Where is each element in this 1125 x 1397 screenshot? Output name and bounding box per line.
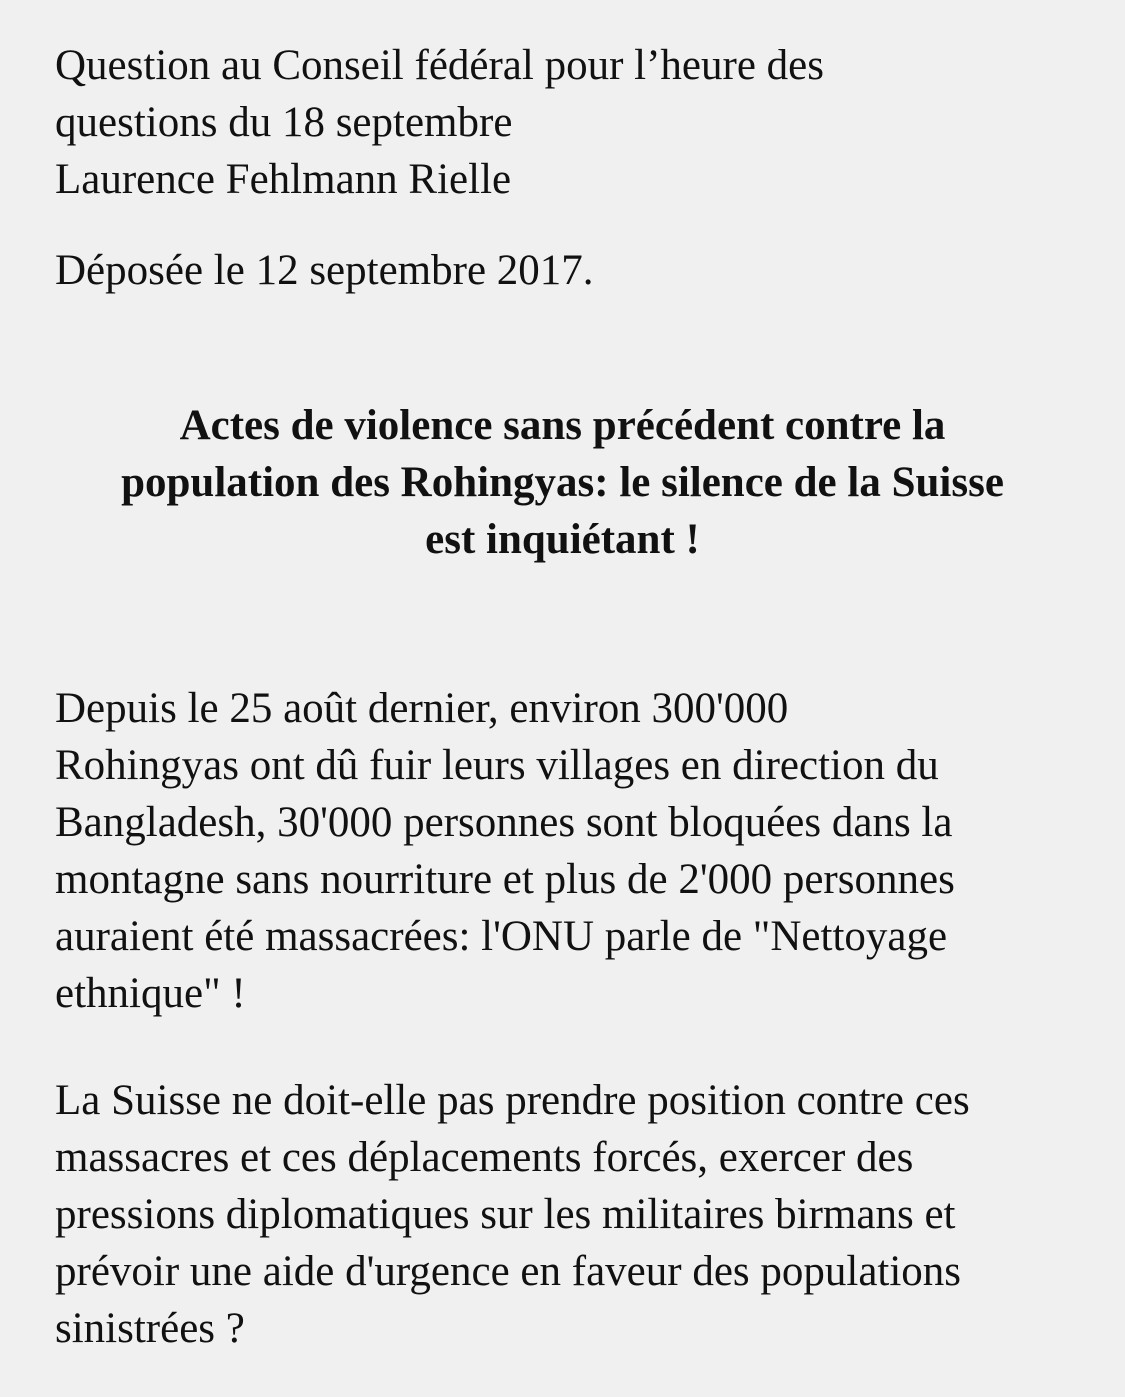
title-line: est inquiétant ! xyxy=(425,516,700,563)
paragraph-line: ethnique" ! xyxy=(55,970,246,1017)
author-name: Laurence Fehlmann Rielle xyxy=(55,156,512,203)
paragraph-line: Bangladesh, 30'000 personnes sont bloquées dans la xyxy=(55,799,953,846)
paragraph-line: Rohingyas ont dû fuir leurs villages en direction du xyxy=(55,742,939,789)
body-paragraph-2 xyxy=(55,1072,1070,1357)
paragraph-line: pressions diplomatiques sur les militaires birmans et xyxy=(55,1191,956,1238)
paragraph-line: prévoir une aide d'urgence en faveur des populations xyxy=(55,1248,962,1295)
title-line: Actes de violence sans précédent contre la xyxy=(179,402,946,449)
header-line: Question au Conseil fédéral pour l’heure des xyxy=(55,42,824,89)
paragraph-line: Depuis le 25 août dernier, environ 300'000 xyxy=(55,685,789,732)
document-title xyxy=(55,397,1070,568)
paragraph-line: La Suisse ne doit-elle pas prendre position contre ces xyxy=(55,1077,970,1124)
paragraph-line: auraient été massacrées: l'ONU parle de "Nettoyage xyxy=(55,913,948,960)
paragraph-line: massacres et ces déplacements forcés, exercer des xyxy=(55,1134,914,1181)
header-line: questions du 18 septembre xyxy=(55,99,513,146)
title-line: population des Rohingyas: le silence de la Suisse xyxy=(121,459,1004,506)
deposit-date: Déposée le 12 septembre 2017. xyxy=(55,247,594,294)
body-paragraph-1 xyxy=(55,680,1070,1022)
document-header xyxy=(55,37,1070,208)
paragraph-line: sinistrées ? xyxy=(55,1305,245,1352)
paragraph-line: montagne sans nourriture et plus de 2'000 personnes xyxy=(55,856,955,903)
